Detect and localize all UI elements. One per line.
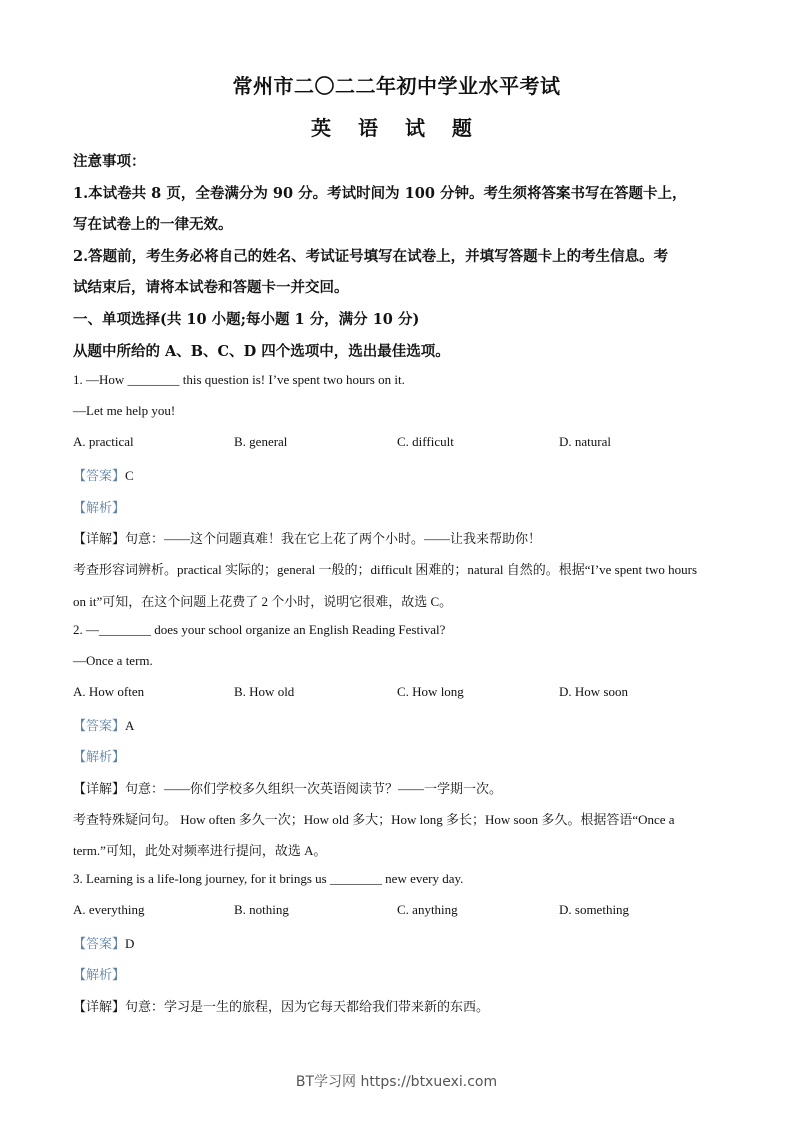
question-2-explain: 考查特殊疑问句。 How often 多久一次；How old 多大；How long 多长；How soon 多久。根据答语“Once a [73, 812, 675, 827]
answer-label: 【答案】 [73, 468, 126, 483]
option-a: A. practical [73, 434, 134, 449]
question-1-detail: 【详解】句意：——这个问题真难！我在它上花了两个小时。——让我来帮助你！ [73, 531, 542, 546]
option-d: D. How soon [559, 684, 628, 699]
analysis-label: 【解析】 [73, 500, 126, 515]
answer-value: C [125, 468, 134, 483]
notice-item-1-cont: 写在试卷上的一律无效。 [73, 216, 233, 233]
notice-heading: 注意事项： [73, 153, 146, 170]
question-3-answer [73, 933, 723, 952]
section-title: 一、单项选择(共 10 小题;每小题 1 分，满分 10 分) [73, 311, 420, 328]
option-d: D. something [559, 902, 630, 917]
notice-item-2-cont: 试结束后，请将本试卷和答题卡一并交回。 [73, 279, 349, 296]
exam-title: 常州市二〇二二年初中学业水平考试 [232, 74, 561, 98]
option-a: A. everything [73, 902, 145, 917]
answer-value: A [125, 718, 135, 733]
notice-item-1: 1.本试卷共 8 页，全卷满分为 90 分。考试时间为 100 分钟。考生须将答案书写在答题卡上， [73, 185, 687, 202]
watermark-link[interactable]: BT学习网 https://btxuexi.com [295, 1074, 498, 1090]
analysis-label: 【解析】 [73, 967, 126, 982]
section-instruction: 从题中所给的 A、B、C、D 四个选项中，选出最佳选项。 [73, 343, 450, 360]
question-2-explain-cont: term.”可知，此处对频率进行提问，故选 A。 [73, 843, 327, 858]
option-c: C. How long [397, 684, 464, 699]
detail-label: 【详解】 [73, 531, 126, 546]
detail-label: 【详解】 [73, 999, 126, 1014]
question-2-answer [73, 715, 723, 734]
option-b: B. nothing [234, 902, 289, 917]
question-2-detail: 【详解】句意：——你们学校多久组织一次英语阅读节？——一学期一次。 [73, 781, 503, 796]
question-2-reply: —Once a term. [73, 653, 153, 668]
option-b: B. How old [234, 684, 295, 699]
answer-label: 【答案】 [73, 936, 126, 951]
answer-value: D [125, 936, 135, 951]
question-1-stem: 1. —How ________ this question is! I’ve spent two hours on it. [73, 372, 405, 387]
option-c: C. difficult [397, 434, 454, 449]
question-1-answer [73, 465, 723, 484]
option-c: C. anything [397, 902, 458, 917]
question-3-detail: 【详解】句意：学习是一生的旅程，因为它每天都给我们带来新的东西。 [73, 999, 490, 1014]
analysis-label: 【解析】 [73, 749, 126, 764]
option-d: D. natural [559, 434, 611, 449]
answer-label: 【答案】 [73, 718, 126, 733]
question-2-stem: 2. —________ does your school organize an English Reading Festival? [73, 622, 446, 637]
question-3-stem: 3. Learning is a life-long journey, for it brings us ________ new every day. [73, 871, 464, 886]
detail-label: 【详解】 [73, 781, 126, 796]
exam-subtitle: 英 语 试 题 [311, 116, 482, 140]
question-1-reply: —Let me help you! [73, 403, 176, 418]
option-a: A. How often [73, 684, 145, 699]
question-1-explain-cont: on it”可知，在这个问题上花费了 2 个小时，说明它很难，故选 C。 [73, 594, 453, 609]
question-1-explain: 考查形容词辨析。practical 实际的；general 一般的；difficult 困难的；natural 自然的。根据“I’ve spent two hours [73, 562, 698, 577]
notice-item-2: 2.答题前，考生务必将自己的姓名、考试证号填写在试卷上，并填写答题卡上的考生信息。考 [73, 248, 669, 265]
option-b: B. general [234, 434, 288, 449]
